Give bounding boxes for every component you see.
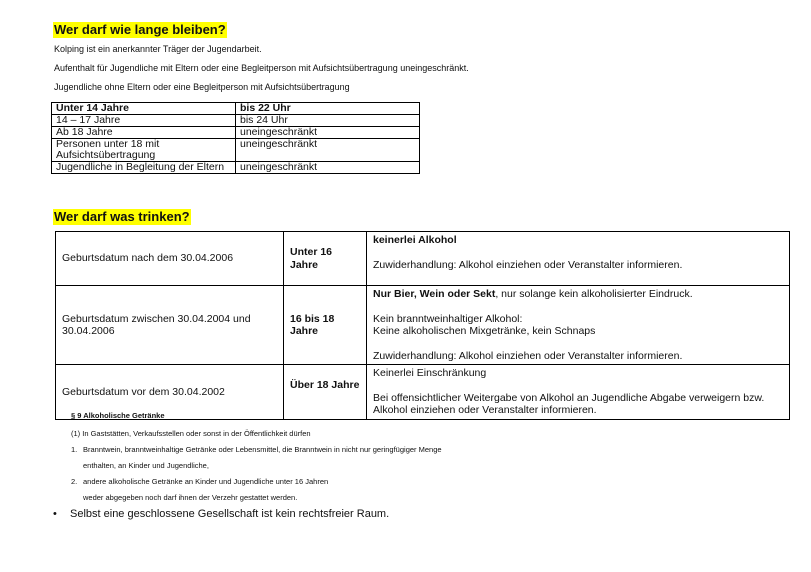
cell: uneingeschränkt [236, 162, 420, 174]
cell-date: Geburtsdatum nach dem 30.04.2006 [56, 232, 284, 286]
table-row [52, 103, 420, 115]
law-intro: (1) In Gaststätten, Verkaufsstellen oder sonst in der Öffentlichkeit dürfen [71, 429, 311, 438]
table-row [52, 162, 420, 174]
cell: uneingeschränkt [236, 127, 420, 139]
cell-age: Über 18 Jahre [284, 365, 367, 420]
rule-rest: Keinerlei Einschränkung [373, 367, 487, 379]
law-item-line: enthalten, an Kinder und Jugendliche, [83, 461, 209, 470]
law-item-line: Branntwein, branntweinhaltige Getränke oder Lebensmittel, die Branntwein in nicht nur geringfügiger Menge [83, 445, 442, 454]
rule-line: Keine alkoholischen Mixgetränke, kein Schnaps [373, 325, 596, 337]
cell: 14 – 17 Jahre [52, 115, 236, 127]
cell: Unter 14 Jahre [52, 103, 236, 115]
table-row [56, 286, 790, 365]
cell-rule [367, 232, 790, 286]
cell: Jugendliche in Begleitung der Eltern [52, 162, 236, 174]
rule-bold: Nur Bier, Wein oder Sekt [373, 288, 496, 300]
cell: uneingeschränkt [236, 139, 420, 162]
bullet-text: Selbst eine geschlossene Gesellschaft ist kein rechtsfreier Raum. [70, 508, 390, 520]
table-row [52, 139, 420, 162]
paragraph: Aufenthalt für Jugendliche mit Eltern oder eine Begleitperson mit Aufsichtsübertragung uneingeschränkt. [54, 63, 469, 73]
law-heading: § 9 Alkoholische Getränke [71, 411, 165, 420]
rule-bold: keinerlei Alkohol [373, 234, 457, 246]
rule-line: Kein branntweinhaltiger Alkohol: [373, 312, 523, 325]
cell: bis 24 Uhr [236, 115, 420, 127]
table-row [56, 232, 790, 286]
table-row [52, 115, 420, 127]
cell: Ab 18 Jahre [52, 127, 236, 139]
bullet-icon: • [53, 508, 57, 520]
cell-date: Geburtsdatum zwischen 30.04.2004 und 30.04.2006 [56, 286, 284, 365]
cell: bis 22 Uhr [236, 103, 420, 115]
law-item-number: 1. [71, 445, 78, 454]
law-item-line: andere alkoholische Getränke an Kinder und Jugendliche unter 16 Jahren [83, 477, 329, 486]
cell-age: 16 bis 18 Jahre [284, 286, 367, 365]
rule-line: Zuwiderhandlung: Alkohol einziehen oder Veranstalter informieren. [373, 349, 683, 362]
rule-line: Zuwiderhandlung: Alkohol einziehen oder Veranstalter informieren. [373, 258, 683, 271]
cell-age: Unter 16 Jahre [284, 232, 367, 286]
section-title-drink: Wer darf was trinken? [54, 209, 190, 224]
cell: Personen unter 18 mit Aufsichtsübertragung [52, 139, 236, 162]
cell-date: Geburtsdatum vor dem 30.04.2002 [56, 365, 284, 420]
stay-table [51, 102, 420, 174]
table-row [52, 127, 420, 139]
law-item-number: 2. [71, 477, 78, 486]
table-row [56, 365, 790, 420]
paragraph: Jugendliche ohne Eltern oder eine Begleitperson mit Aufsichtsübertragung [54, 82, 350, 92]
rule-rest: , nur solange kein alkoholisierter Eindruck. [495, 288, 693, 300]
rule-line: Bei offensichtlicher Weitergabe von Alkohol an Jugendliche Abgabe verweigern bzw. Alkohol einziehen oder Veranstalter informieren. [373, 391, 765, 416]
cell-rule [367, 286, 790, 365]
paragraph: Kolping ist ein anerkannter Träger der Jugendarbeit. [54, 44, 262, 54]
drink-table [55, 231, 790, 420]
cell-rule [367, 365, 790, 420]
law-item-line: weder abgegeben noch darf ihnen der Verzehr gestattet werden. [83, 493, 298, 502]
section-title-stay: Wer darf wie lange bleiben? [54, 22, 226, 37]
